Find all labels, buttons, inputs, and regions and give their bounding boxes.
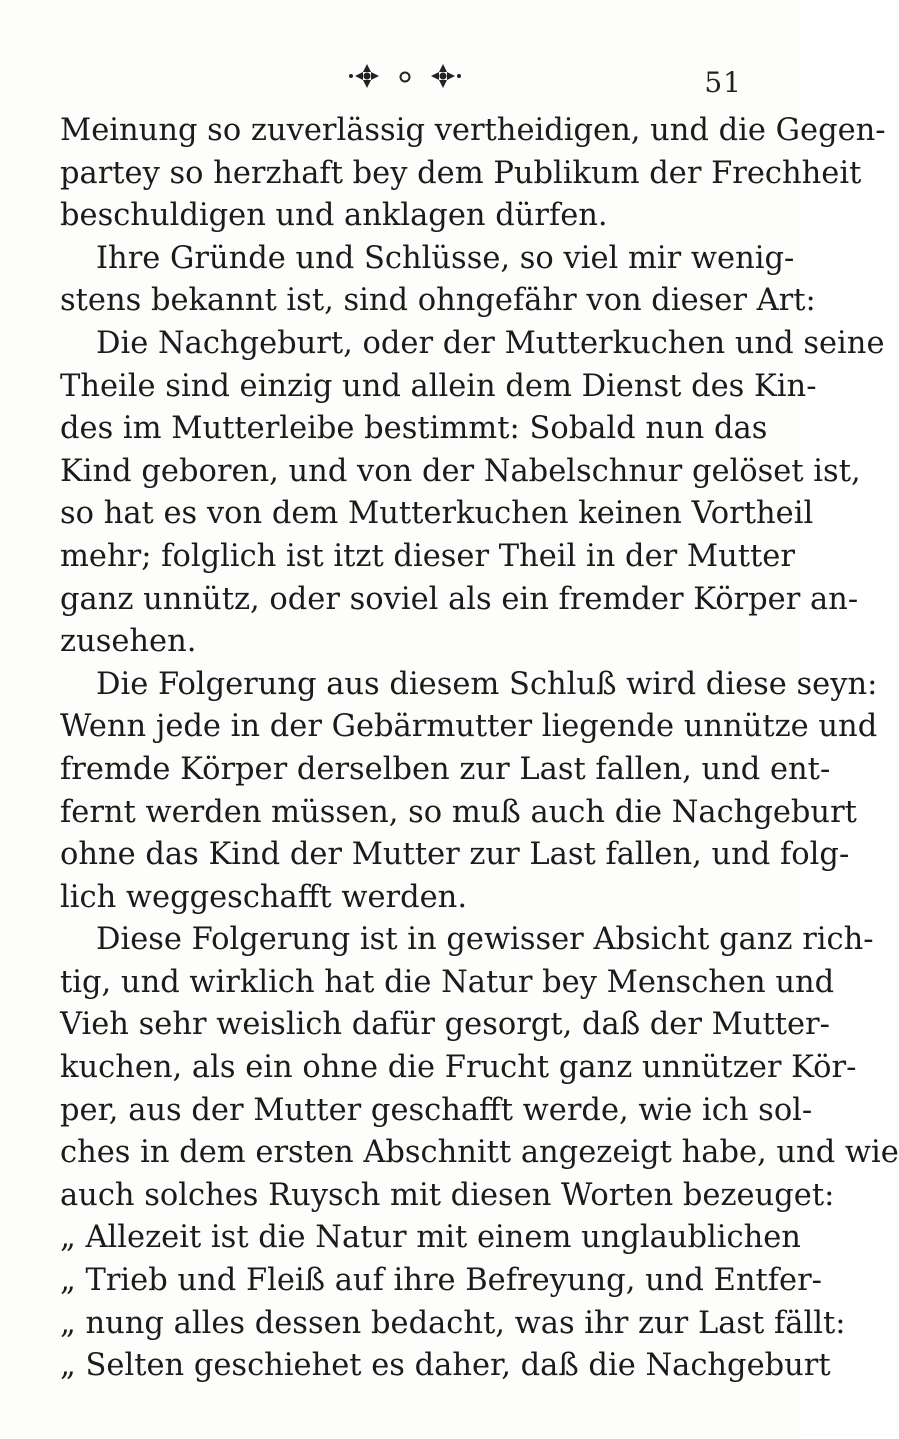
text-line: „ nung alles dessen bedacht, was ihr zur Last fällt: xyxy=(60,1305,846,1341)
text-line: „ Selten geschiehet es daher, daß die Nachgeburt xyxy=(60,1348,831,1384)
text-line: Die Folgerung aus diesem Schluß wird diese seyn: xyxy=(96,666,878,702)
text-line: Die Nachgeburt, oder der Mutterkuchen und seine xyxy=(96,325,885,361)
text-line: Vieh sehr weislich dafür gesorgt, daß der Mutter- xyxy=(60,1007,830,1043)
text-line: kuchen, als ein ohne die Frucht ganz unnützer Kör- xyxy=(60,1050,857,1086)
text-line: mehr; folglich ist itzt dieser Theil in der Mutter xyxy=(60,538,795,574)
text-line: Meinung so zuverlässig vertheidigen, und die Gegen- xyxy=(60,113,886,148)
text-line: „ Allezeit ist die Natur mit einem unglaublichen xyxy=(60,1220,801,1256)
text-line: lich weggeschafft werden. xyxy=(60,879,468,915)
text-line: Theile sind einzig und allein dem Dienst des Kin- xyxy=(60,368,817,404)
body-text xyxy=(60,110,899,1388)
text-line: Kind geboren, und von der Nabelschnur gelöset ist, xyxy=(60,453,861,489)
text-line: fremde Körper derselben zur Last fallen, und ent- xyxy=(60,751,831,787)
fleuron-ornament-icon xyxy=(325,60,485,92)
text-line: stens bekannt ist, sind ohngefähr von dieser Art: xyxy=(60,283,816,319)
text-line: ohne das Kind der Mutter zur Last fallen, und folg- xyxy=(60,837,850,873)
text-line: „ Trieb und Fleiß auf ihre Befreyung, und Entfer- xyxy=(60,1263,822,1299)
running-head xyxy=(0,52,800,102)
text-line: zusehen. xyxy=(60,624,197,660)
text-line: tig, und wirklich hat die Natur bey Menschen und xyxy=(60,964,835,1000)
text-line: partey so herzhaft bey dem Publikum der Frechheit xyxy=(60,155,862,191)
text-line: Ihre Gründe und Schlüsse, so viel mir wenig- xyxy=(96,240,795,276)
text-line: ches in dem ersten Abschnitt angezeigt habe, und wie xyxy=(60,1135,899,1171)
text-line: ganz unnütz, oder soviel als ein fremder Körper an- xyxy=(60,581,859,617)
text-line: fernt werden müssen, so muß auch die Nachgeburt xyxy=(60,794,857,830)
page-number: 51 xyxy=(704,66,742,99)
text-line: des im Mutterleibe bestimmt: Sobald nun das xyxy=(60,411,768,447)
text-line: auch solches Ruysch mit diesen Worten bezeuget: xyxy=(60,1177,835,1213)
text-line: per, aus der Mutter geschafft werde, wie ich sol- xyxy=(60,1092,813,1128)
text-line: beschuldigen und anklagen dürfen. xyxy=(60,198,608,234)
text-line: Wenn jede in der Gebärmutter liegende unnütze und xyxy=(60,709,878,745)
text-line: Diese Folgerung ist in gewisser Absicht ganz rich- xyxy=(96,922,874,958)
text-line: so hat es von dem Mutterkuchen keinen Vortheil xyxy=(60,496,814,532)
